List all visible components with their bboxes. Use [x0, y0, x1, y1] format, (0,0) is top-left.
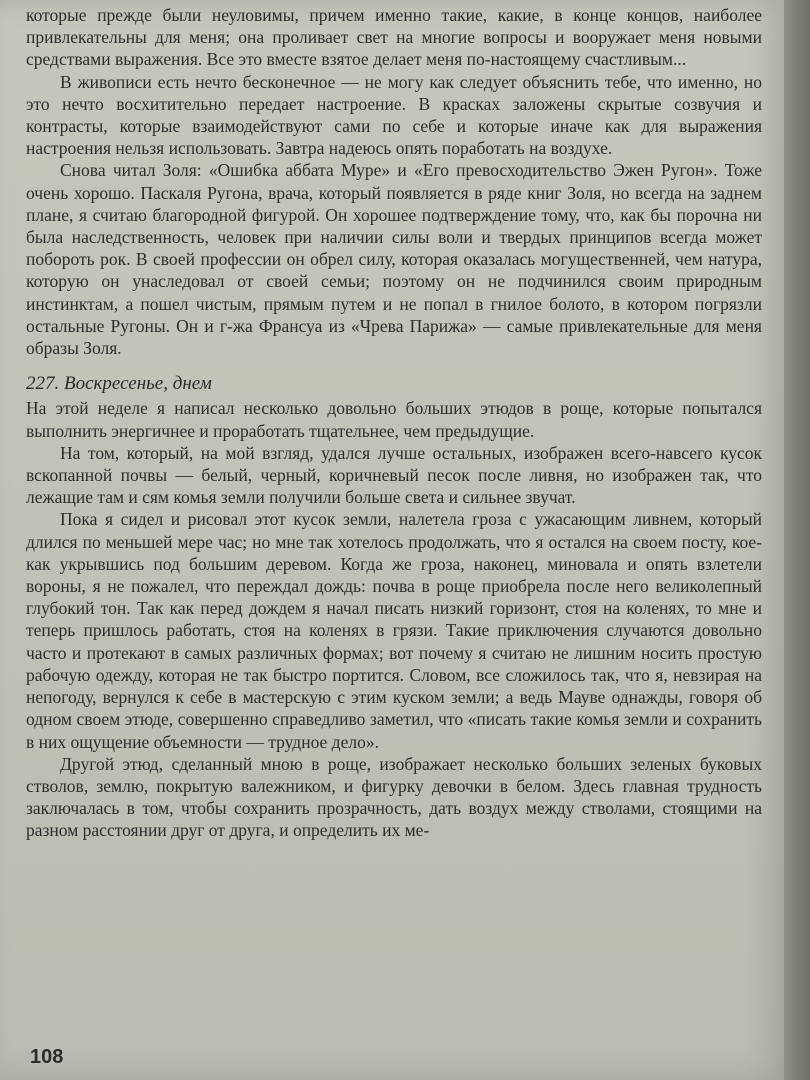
page-text — [26, 4, 762, 842]
paragraph-3: Снова читал Золя: «Ошибка аббата Муре» и «Его превосходительство Эжен Ругон». Тоже очень хорошо. Паскаля Ругона, врача, который появляется в ряде книг Золя, но всегда на заднем плане, я считаю благородной фигурой. Он хорошее подтверждение тому, что, как бы порочна ни была наследственность, человек при наличии силы воли и твердых принципов всегда может побороть рок. В своей профессии он обрел силу, которая оказалась могущественней, чем натура, которую он унаследовал от своей семьи; поэтому он не подчинился своим природным инстинктам, а пошел чистым, прямым путем и не попал в гнилое болото, в котором погрязли остальные Ругоны. Он и г-жа Франсуа из «Чрева Парижа» — самые привлекательные для меня образы Золя. — [26, 160, 762, 359]
paragraph-5: На том, который, на мой взгляд, удался лучше остальных, изображен всего-навсего кусок вскопанной почвы — белый, черный, коричневый песок после ливня, но изображен так, что лежащие там и сям комья земли получили больше света и сильнее звучат. — [26, 442, 762, 508]
paragraph-7: Другой этюд, сделанный мною в роще, изображает несколько больших зеленых буковых стволов, землю, покрытую валежником, и фигурку девочки в белом. Здесь главная трудность заключалась в том, чтобы сохранить прозрачность, дать воздух между стволами, стоящими на разном расстоянии друг от друга, и определить их ме- — [26, 753, 762, 841]
book-gutter — [784, 0, 810, 1080]
page-number: 108 — [30, 1046, 64, 1068]
paragraph-6: Пока я сидел и рисовал этот кусок земли, налетела гроза с ужасающим ливнем, который длился по меньшей мере час; но мне так хотелось продолжать, что я остался на своем посту, кое-как укрывшись под большим деревом. Когда же гроза, наконец, миновала и опять взлетели вороны, я не пожалел, что переждал дождь: почва в роще приобрела после него великолепный глубокий тон. Так как перед дождем я начал писать низкий горизонт, стоя на коленях, то мне и теперь пришлось работать, стоя на коленях в грязи. Такие приключения случаются довольно часто и протекают в самых различных формах; вот почему я считаю не лишним носить простую рабочую одежду, которая не так быстро портится. Словом, все сложилось так, что я, невзирая на непогоду, вернулся к себе в мастерскую с этим куском земли; а ведь Мауве однажды, говоря об одном своем этюде, совершенно справедливо заметил, что «писать такие комья земли и сохранить в них ощущение объемности — трудное дело». — [26, 509, 762, 752]
section-heading: 227. Воскресенье, днем — [26, 373, 212, 395]
paragraph-1: которые прежде были неуловимы, причем именно такие, какие, в конце концов, наиболее привлекательны для меня; она проливает свет на многие вопросы и вооружает меня новыми средствами выражения. Все это вместе взятое делает меня по-настоящему счастливым... — [26, 5, 762, 70]
paragraph-2: В живописи есть нечто бесконечное — не могу как следует объяснить тебе, что именно, но это нечто восхитительно передает настроение. В красках заложены скрытые созвучия и контрасты, которые взаимодействуют сами по себе и которые иначе как для выражения настроения нельзя использовать. Завтра надеюсь опять поработать на воздухе. — [26, 71, 762, 159]
section-spacer — [26, 359, 762, 373]
paragraph-4: На этой неделе я написал несколько довольно больших этюдов в роще, которые попытался выполнить энергичнее и проработать тщательнее, чем предыдущие. — [26, 398, 762, 441]
